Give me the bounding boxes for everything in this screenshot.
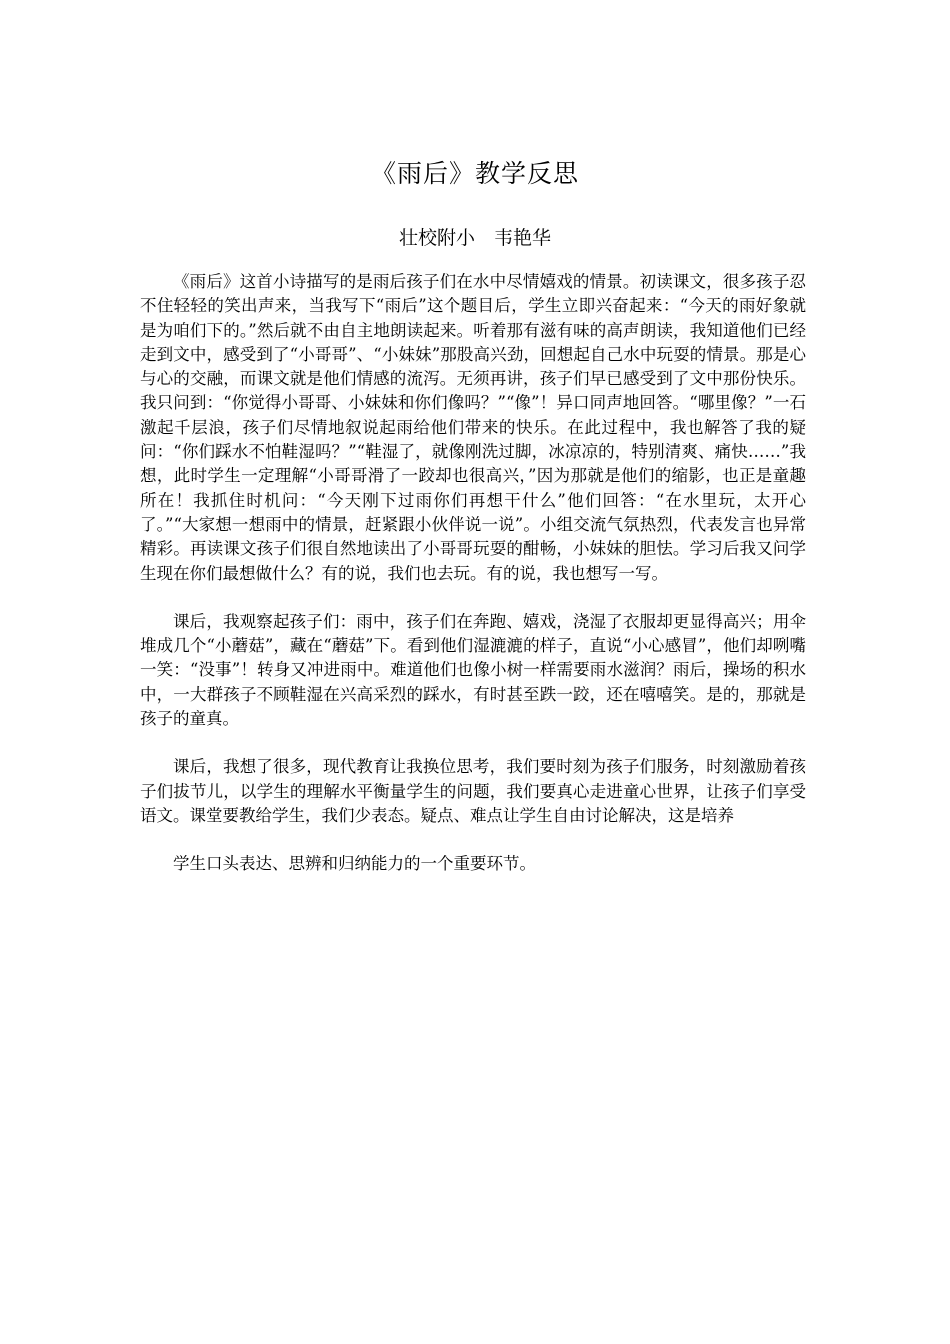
- document-title: 《雨后》教学反思: [370, 159, 579, 188]
- document-body: [140, 270, 806, 901]
- paragraph-4: 学生口头表达、思辨和归纳能力的一个重要环节。: [173, 854, 536, 874]
- document-author: 壮校附小 韦艳华: [398, 227, 551, 249]
- paragraph-2: 课后，我观察起孩子们：雨中，孩子们在奔跑、嬉戏，浇湿了衣服却更显得高兴；用伞堆成几个“小蘑菇”，藏在“蘑菇”下。看到他们湿漉漉的样子，直说“小心感冒”，他们却咧嘴一笑：“没事”！转身又冲进雨中。难道他们也像小树一样需要雨水滋润？雨后，操场的积水中，一大群孩子不顾鞋湿在兴高采烈的踩水，有时甚至跌一跤，还在嘻嘻笑。是的，那就是孩子的童真。: [140, 611, 806, 729]
- paragraph-3: 课后，我想了很多，现代教育让我换位思考，我们要时刻为孩子们服务，时刻激励着孩子们拔节儿，以学生的理解水平衡量学生的问题，我们要真心走进童心世界，让孩子们享受语文。课堂要教给学生，我们少表态。疑点、难点让学生自由讨论解决，这是培养: [140, 757, 806, 825]
- paragraph-1: 《雨后》这首小诗描写的是雨后孩子们在水中尽情嬉戏的情景。初读课文，很多孩子忍不住轻轻的笑出声来，当我写下“雨后”这个题目后，学生立即兴奋起来：“今天的雨好象就是为咱们下的。”然后就不由自主地朗读起来。听着那有滋有味的高声朗读，我知道他们已经走到文中，感受到了“小哥哥”、“小妹妹”那股高兴劲，回想起自己水中玩耍的情景。那是心与心的交融，而课文就是他们情感的流泻。无须再讲，孩子们早已感受到了文中那份快乐。我只问到：“你觉得小哥哥、小妹妹和你们像吗？”“像”！异口同声地回答。“哪里像？”一石激起千层浪，孩子们尽情地叙说起雨给他们带来的快乐。在此过程中，我也解答了我的疑问：“你们踩水不怕鞋湿吗？”“鞋湿了，就像刚洗过脚，冰凉凉的，特别清爽、痛快……”我想，此时学生一定理解“小哥哥滑了一跤却也很高兴，”因为那就是他们的缩影，也正是童趣所在！我抓住时机问：“今天刚下过雨你们再想干什么”他们回答：“在水里玩，太开心了。”“大家想一想雨中的情景，赶紧跟小伙伴说一说”。小组交流气氛热烈，代表发言也异常精彩。再读课文孩子们很自然地读出了小哥哥玩耍的酣畅，小妹妹的胆怯。学习后我又问学生现在你们最想做什么？有的说，我们也去玩。有的说，我也想写一写。: [140, 272, 806, 583]
